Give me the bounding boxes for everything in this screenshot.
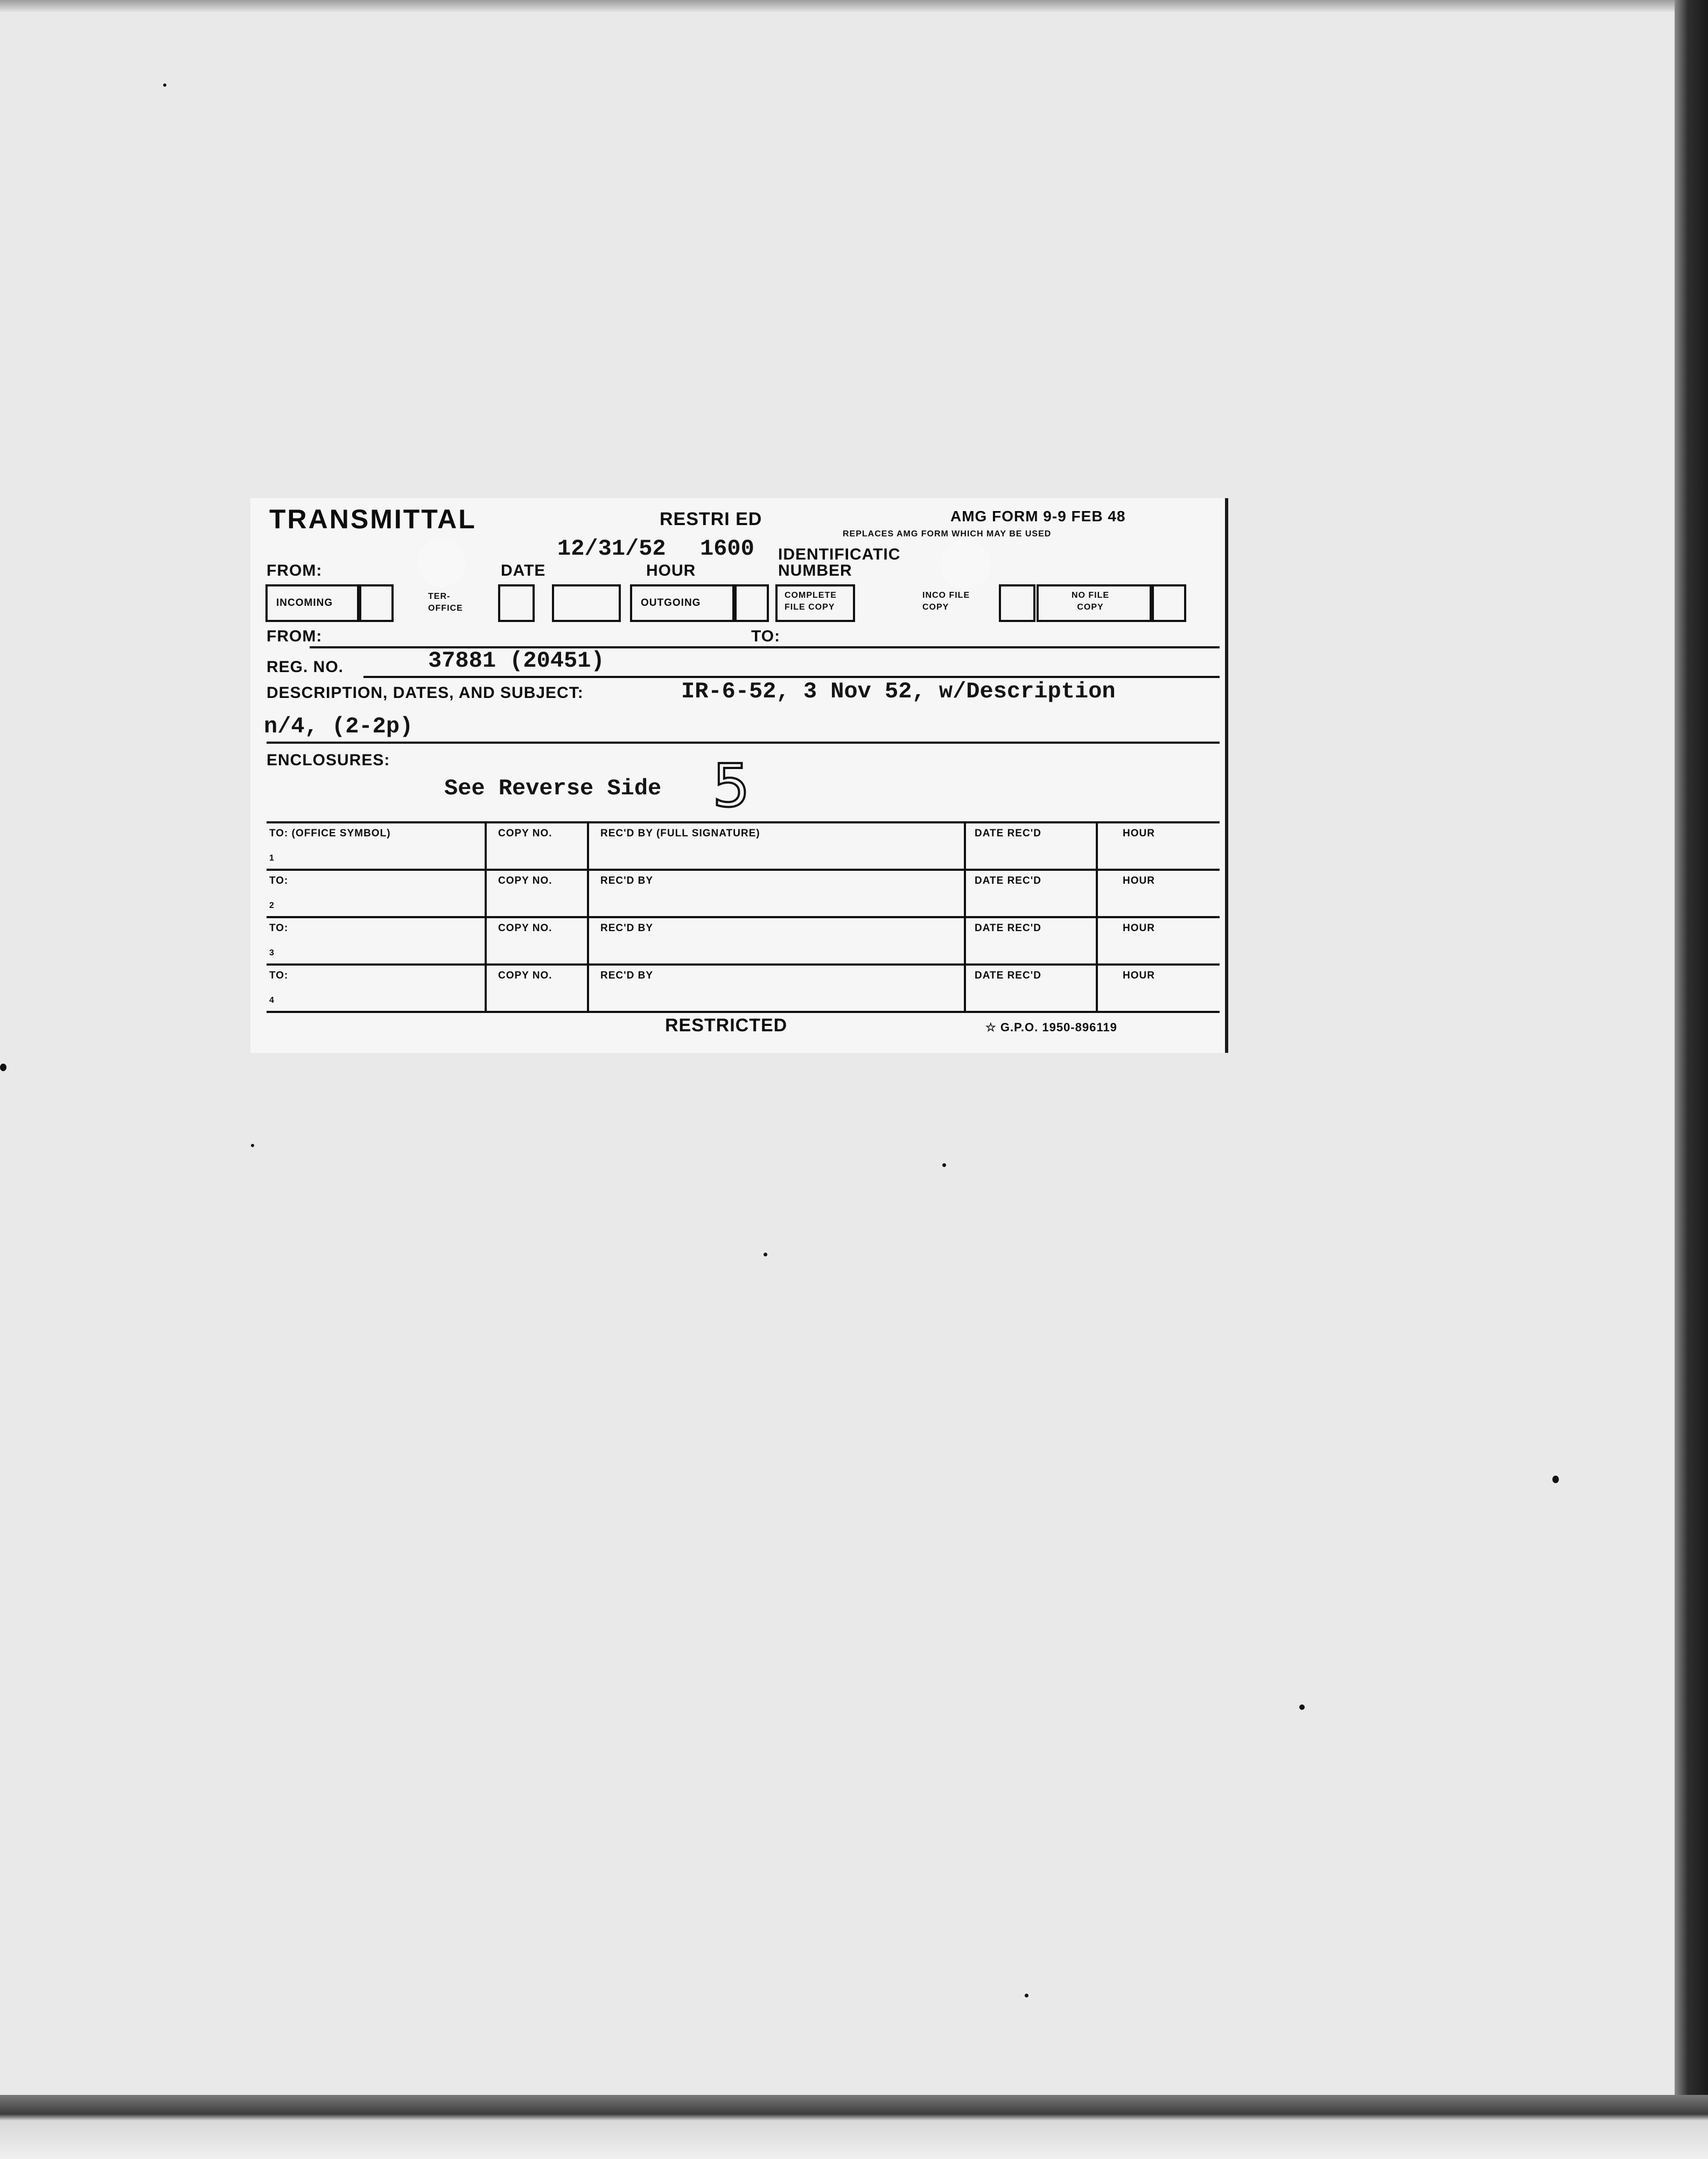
description-value: IR-6-52, 3 Nov 52, w/Description [681,679,1116,704]
hour-label: HOUR [1123,923,1155,934]
date-value: 12/31/52 [557,536,666,562]
hour-label: HOUR [1123,970,1155,981]
classification-top: RESTRI ED [660,509,762,529]
interoffice-check[interactable] [498,584,535,622]
form-title: TRANSMITTAL [269,504,477,534]
reg-no-value: 37881 (20451) [428,648,605,674]
to-label: TO: [269,923,289,934]
dust-speck [942,1163,946,1167]
form-number: AMG FORM 9-9 FEB 48 [950,508,1126,525]
hour-label: HOUR [1123,828,1155,839]
identification-label: IDENTIFICATIC [778,546,901,563]
incomplete-file-copy-check[interactable] [999,584,1035,622]
dust-speck [764,1253,767,1256]
ink-blot [417,539,466,587]
dust-speck [251,1144,254,1147]
scan-right-edge [1675,0,1708,2159]
recd-by-label: REC'D BY [600,970,654,981]
dust-speck [1025,1994,1028,1997]
copy-no-label: COPY NO. [498,923,552,934]
table-row-rule [267,963,1220,966]
enclosures-label: ENCLOSURES: [267,751,390,769]
row-number: 2 [269,901,275,910]
scan-top-edge [0,0,1708,12]
reg-no-rule [363,676,1220,678]
ink-blot [940,540,991,589]
from2-label: FROM: [267,627,323,645]
gpo-imprint: ☆ G.P.O. 1950-896119 [985,1021,1117,1034]
copy-no-label: COPY NO. [498,875,552,886]
row-number: 4 [269,996,275,1005]
enclosures-value: See Reverse Side [444,775,662,801]
copy-no-label: COPY NO. [498,970,552,981]
outgoing-label: OUTGOING [641,597,701,609]
date-recd-label: DATE REC'D [975,923,1041,934]
to-label: TO: [269,970,289,981]
dust-speck [1552,1476,1559,1483]
table-col-rule [485,821,487,1011]
to-office-symbol-label: TO: (OFFICE SYMBOL) [269,828,391,839]
hour-label: HOUR [646,562,696,579]
table-row-rule [267,869,1220,871]
recd-by-label: REC'D BY [600,875,654,886]
recd-by-label: REC'D BY [600,923,654,934]
transmittal-form [250,498,1228,1053]
scan-bottom-edge [0,2095,1708,2159]
enclosure-number: 5 [712,751,750,820]
no-file-copy-label: NO FILE COPY [1071,591,1110,612]
to-label: TO: [751,627,781,645]
date-recd-label: DATE REC'D [975,828,1041,839]
hour-label: HOUR [1123,875,1155,886]
row-number: 1 [269,854,275,863]
incoming-check[interactable] [357,584,394,622]
dust-speck [163,83,166,87]
description-label: DESCRIPTION, DATES, AND SUBJECT: [267,684,584,702]
hour-value: 1600 [700,536,754,562]
reg-no-label: REG. NO. [267,658,344,676]
no-file-copy-check[interactable] [1150,584,1186,622]
to-label: TO: [269,875,289,886]
interoffice-label: TER- OFFICE [428,592,463,613]
number-label: NUMBER [778,562,852,579]
copy-no-label: COPY NO. [498,828,552,839]
table-row-rule [267,916,1220,918]
outgoing-prefix-box[interactable] [552,584,621,622]
replaces-note: REPLACES AMG FORM WHICH MAY BE USED [843,529,1052,539]
from-label: FROM: [267,562,323,579]
date-label: DATE [501,562,546,579]
date-recd-label: DATE REC'D [975,970,1041,981]
description-rule [267,742,1220,744]
row-number: 3 [269,948,275,958]
incomplete-file-copy-label: INCO FILE COPY [922,591,970,612]
table-col-rule [1096,821,1098,1011]
description-value-line2: n/4, (2-2p) [264,714,414,739]
incoming-label: INCOMING [276,597,333,609]
recd-by-label: REC'D BY (FULL SIGNATURE) [600,828,760,839]
dust-speck [1299,1704,1305,1710]
table-bottom-rule [267,1011,1220,1013]
dust-speck [0,1064,6,1071]
table-col-rule [964,821,966,1011]
table-top-rule [267,821,1220,823]
complete-file-copy-label: COMPLETE FILE COPY [785,591,837,612]
classification-bottom: RESTRICTED [665,1015,788,1036]
table-col-rule [587,821,589,1011]
date-recd-label: DATE REC'D [975,875,1041,886]
outgoing-check[interactable] [732,584,769,622]
